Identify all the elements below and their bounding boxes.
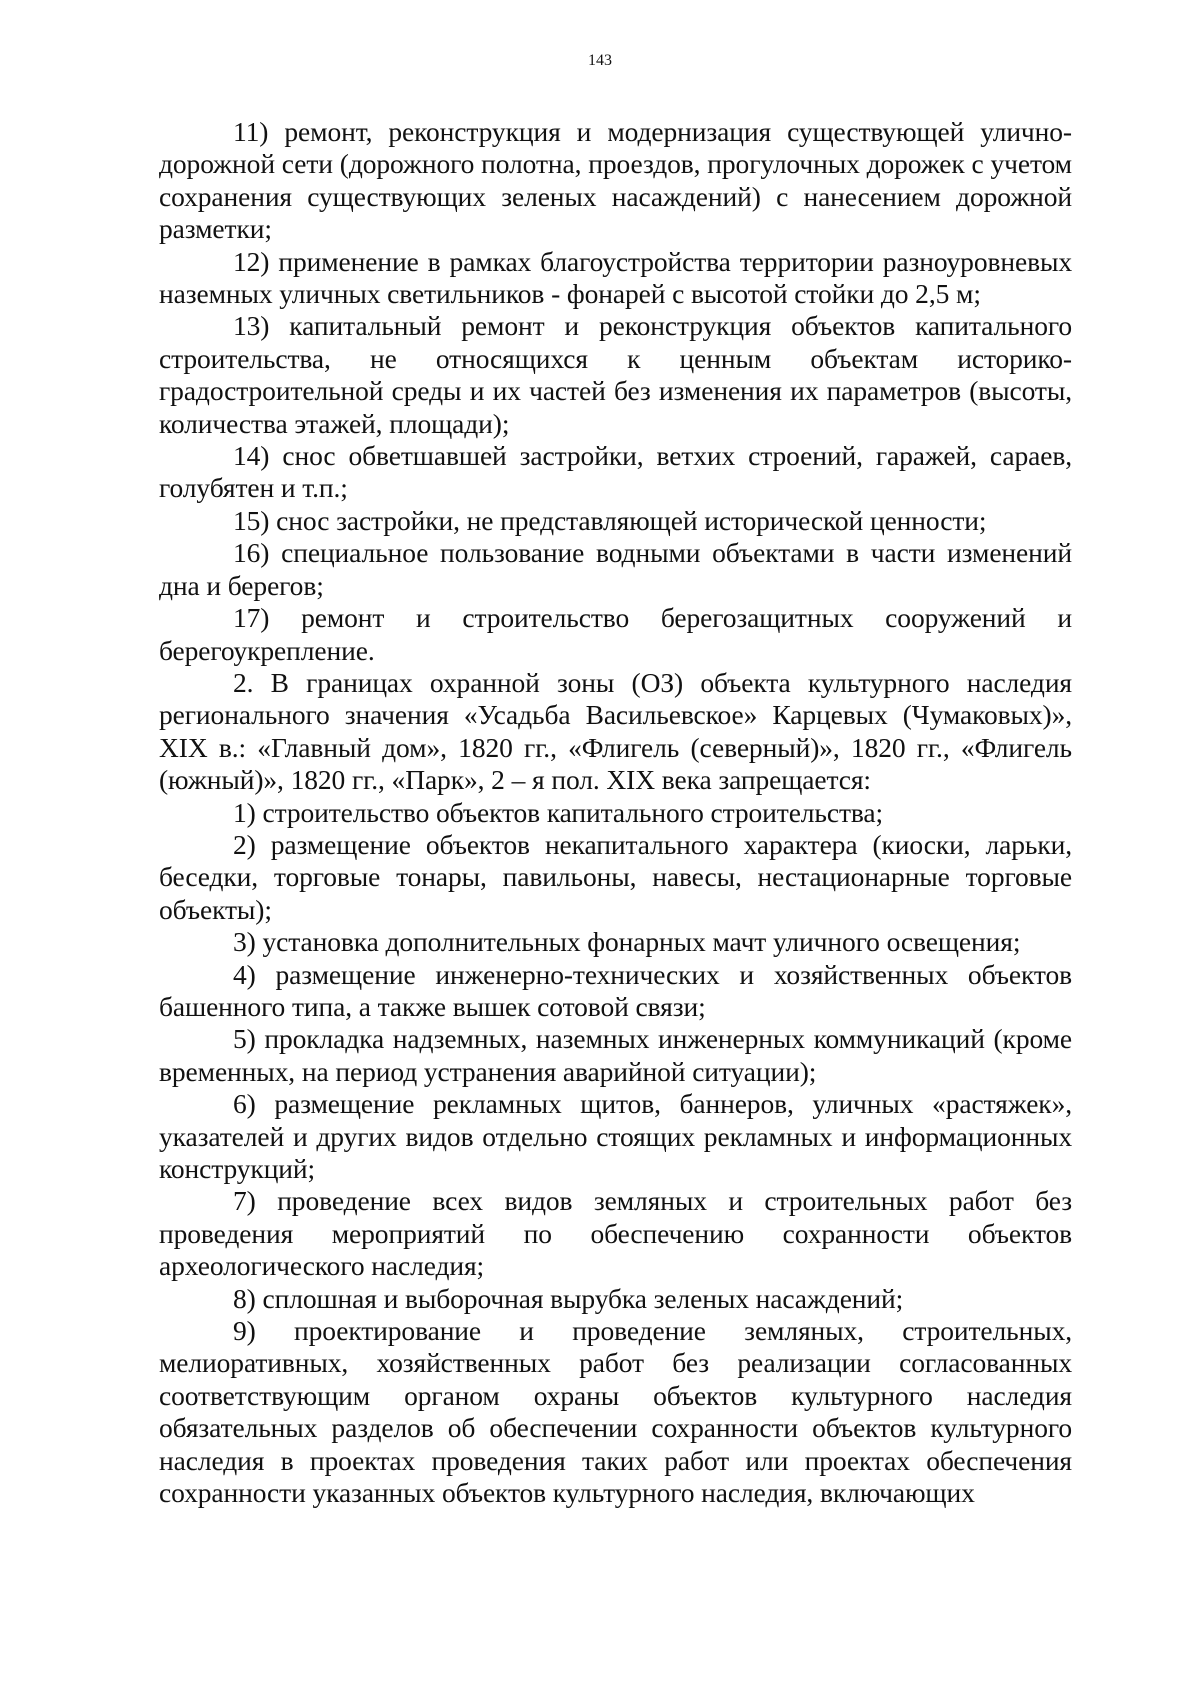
paragraph-item-2: 2) размещение объектов некапитального характера (киоски, ларьки, беседки, торговые тонары, павильоны, навесы, нестационарные торговые объекты); (159, 828, 1072, 925)
paragraph-item-7: 7) проведение всех видов земляных и строительных работ без проведения мероприятий по обеспечению сохранности объектов археологического наследия; (159, 1185, 1072, 1282)
paragraph-item-13: 13) капитальный ремонт и реконструкция объектов капитального строительства, не относящихся к ценным объектам историко-градостроительной среды и их частей без изменения их параметров (высоты, количества этажей, площади); (159, 310, 1072, 439)
paragraph-item-8: 8) сплошная и выборочная вырубка зеленых насаждений; (233, 1282, 904, 1314)
paragraph-item-16: 16) специальное пользование водными объектами в части изменений дна и берегов; (159, 537, 1072, 601)
body-text (159, 116, 1072, 1509)
paragraph-item-6: 6) размещение рекламных щитов, баннеров, уличных «растяжек», указателей и других видов отдельно стоящих рекламных и информационных конструкций; (159, 1088, 1072, 1184)
page-number: 143 (588, 52, 612, 69)
paragraph-item-3: 3) установка дополнительных фонарных мачт уличного освещения; (233, 926, 1021, 958)
paragraph-item-14: 14) снос обветшавшей застройки, ветхих строений, гаражей, сараев, голубятен и т.п.; (159, 440, 1072, 504)
paragraph-item-5: 5) прокладка надземных, наземных инженерных коммуникаций (кроме временных, на период устранения аварийной ситуации); (159, 1023, 1072, 1087)
paragraph-item-1: 1) строительство объектов капитального строительства; (233, 796, 884, 828)
paragraph-item-12: 12) применение в рамках благоустройства территории разноуровневых наземных уличных светильников - фонарей с высотой стойки до 2,5 м; (159, 245, 1072, 310)
paragraph-item-9: 9) проектирование и проведение земляных, строительных, мелиоративных, хозяйственных работ без реализации согласованных соответствующим органом охраны объектов культурного наследия обязательных разделов об обеспечении сохранности объектов культурного наследия в проектах проведения таких работ или проектах обеспечения сохранности указанных объектов культурного наследия, включающих (159, 1315, 1072, 1509)
paragraph-item-15: 15) снос застройки, не представляющей исторической ценности; (233, 504, 987, 536)
paragraph-section-2: 2. В границах охранной зоны (ОЗ) объекта культурного наследия регионального значения «Усадьба Васильевское» Карцевых (Чумаковых)», XIX в.: «Главный дом», 1820 гг., «Флигель (северный)», 1820 гг., «Флигель (южный)», 1820 гг., «Парк», 2 – я пол. XIX века запрещается: (159, 666, 1072, 796)
paragraph-item-17: 17) ремонт и строительство берегозащитных сооружений и берегоукрепление. (159, 602, 1072, 666)
paragraph-item-4: 4) размещение инженерно-технических и хозяйственных объектов башенного типа, а также вышек сотовой связи; (159, 958, 1072, 1022)
paragraph-item-11: 11) ремонт, реконструкция и модернизация существующей улично-дорожной сети (дорожного полотна, проездов, прогулочных дорожек с учетом сохранения существующих зеленых насаждений) с нанесением дорожной разметки; (159, 116, 1072, 245)
